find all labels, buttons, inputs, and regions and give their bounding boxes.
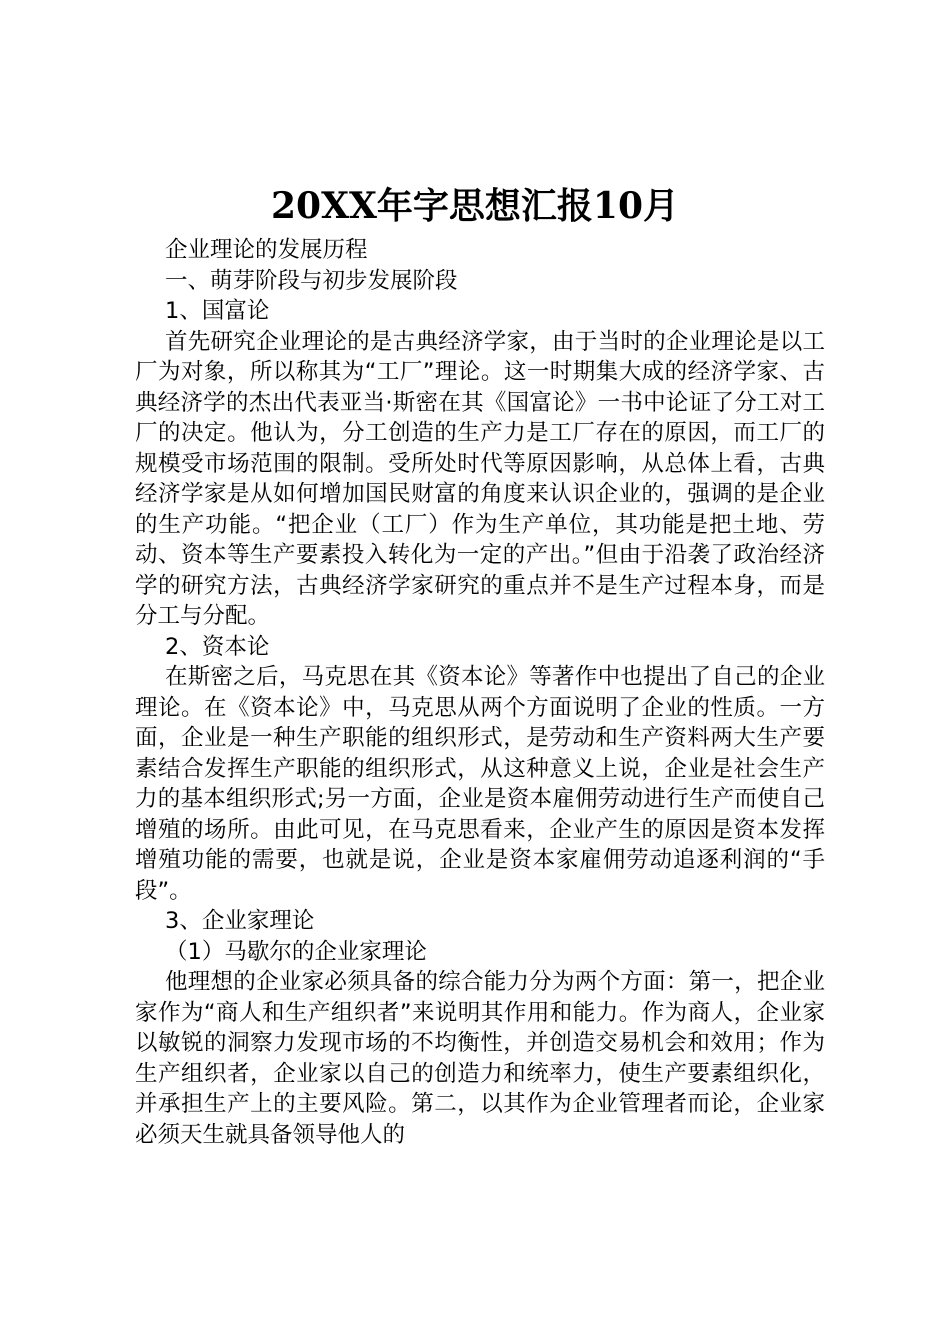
subsection-heading: （1）马歇尔的企业家理论 [165, 938, 427, 965]
document-body [135, 235, 825, 1150]
document-title: 20XX年字思想汇报10月 [270, 185, 680, 227]
subsection-heading: 2、资本论 [165, 633, 270, 660]
section-heading: 企业理论的发展历程 [165, 237, 368, 263]
body-paragraph: 在斯密之后，马克思在其《资本论》等著作中也提出了自己的企业理论。在《资本论》中，马克思从两个方面说明了企业的性质。一方面，企业是一种生产职能的组织形式，是劳动和生产资料两大生产要素结合发挥生产职能的组织形式，从这种意义上说，企业是社会生产力的基本组织形式;另一方面，企业是资本雇佣劳动进行生产而使自己增殖的场所。由此可见，在马克思看来，企业产生的原因是资本发挥增殖功能的需要，也就是说，企业是资本家雇佣劳动追逐利润的“手段”。 [135, 664, 825, 904]
body-paragraph: 他理想的企业家必须具备的综合能力分为两个方面：第一，把企业家作为“商人和生产组织者”来说明其作用和能力。作为商人，企业家以敏锐的洞察力发现市场的不均衡性，并创造交易机会和效用；作为生产组织者，企业家以自己的创造力和统率力，使生产要素组织化，并承担生产上的主要风险。第二，以其作为企业管理者而论，企业家必须天生就具备领导他人的 [135, 969, 825, 1148]
section-heading: 一、萌芽阶段与初步发展阶段 [165, 267, 458, 294]
subsection-heading: 1、国富论 [165, 298, 270, 324]
subsection-heading: 3、企业家理论 [165, 908, 315, 934]
body-paragraph: 首先研究企业理论的是古典经济学家，由于当时的企业理论是以工厂为对象，所以称其为“工厂”理论。这一时期集大成的经济学家、古典经济学的杰出代表亚当·斯密在其《国富论》一书中论证了分工对工厂的决定。他认为，分工创造的生产力是工厂存在的原因，而工厂的规模受市场范围的限制。受所处时代等原因影响，从总体上看，古典经济学家是从如何增加国民财富的角度来认识企业的，强调的是企业的生产功能。“把企业（工厂）作为生产单位，其功能是把土地、劳动、资本等生产要素投入转化为一定的产出。”但由于沿袭了政治经济学的研究方法，古典经济学家研究的重点并不是生产过程本身，而是分工与分配。 [135, 328, 825, 629]
